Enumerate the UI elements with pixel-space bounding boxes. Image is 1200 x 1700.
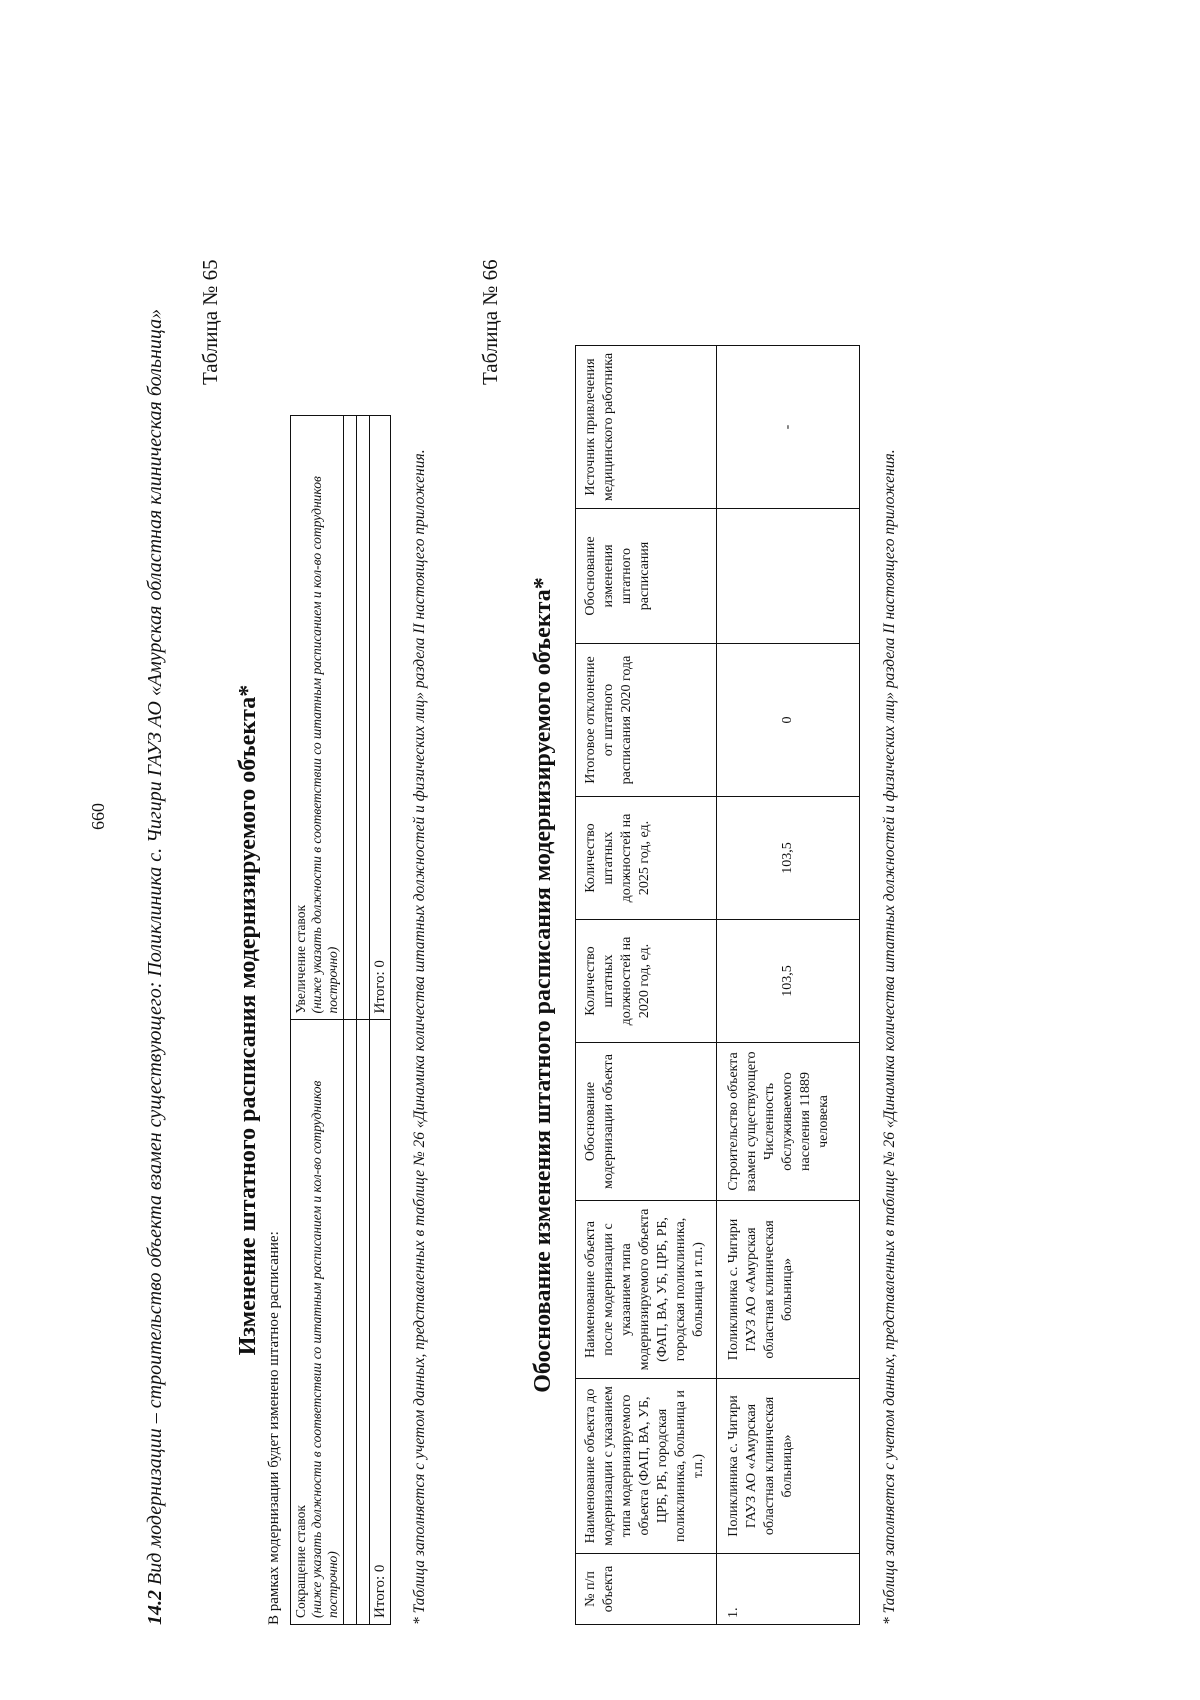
table65-left-header	[291, 1020, 344, 1625]
table66-header-row	[576, 346, 717, 1625]
header-change-reason: Обоснование изменения штатного расписания	[576, 509, 717, 644]
rotated-page	[88, 115, 1150, 1625]
table65-left-total: Итого: 0	[370, 1020, 391, 1625]
cell-after: Поликлиника с. Чигири ГАУЗ АО «Амурская областная клиническая больница»	[717, 1201, 860, 1379]
cell-justification: Строительство объекта взамен существующего Численность обслуживаемого населения 11889 человека	[717, 1043, 860, 1201]
table-row	[344, 416, 357, 1625]
table65-right-total: Итого: 0	[370, 416, 391, 1021]
section-heading	[142, 135, 169, 1625]
table66-title: Обоснование изменения штатного расписания модернизируемого объекта*	[530, 577, 556, 1393]
cell-staff-2025: 103,5	[717, 797, 860, 920]
section-number: 14.2	[144, 1590, 166, 1625]
table66	[575, 345, 860, 1625]
header-staff-2025: Количество штатных должностей на 2025 год, ед.	[576, 797, 717, 920]
right-header-label: Увеличение ставок	[293, 904, 308, 1014]
header-staff-2020: Количество штатных должностей на 2020 год, ед.	[576, 920, 717, 1043]
table65-title: Изменение штатного расписания модернизируемого объекта*	[235, 684, 261, 1356]
section-text: Вид модернизации – строительство объекта взамен существующего: Поликлиника с. Чигири ГАУЗ АО «Амурская областная клиническая больница»	[144, 308, 166, 1590]
table65	[290, 415, 391, 1625]
table-row	[717, 346, 860, 1625]
cell-deviation: 0	[717, 644, 860, 797]
header-before: Наименование объекта до модернизации с указанием типа модернизируемого объекта (ФАП, ВА, УБ, ЦРБ, РБ, городская поликлиника, больница и т.п.)	[576, 1379, 717, 1554]
cell-source: -	[717, 346, 860, 509]
table66-footnote: * Таблица заполняется с учетом данных, представленных в таблице № 26 «Динамика количества штатных должностей и физических лиц» раздела II настоящего приложения.	[881, 449, 898, 1625]
header-source: Источник привлечения медицинского работника	[576, 346, 717, 509]
cell-number: 1.	[717, 1554, 860, 1625]
left-header-label: Сокращение ставок	[293, 1505, 308, 1618]
table65-footnote: * Таблица заполняется с учетом данных, представленных в таблице № 26 «Динамика количества штатных должностей и физических лиц» раздела II настоящего приложения.	[411, 449, 428, 1625]
header-number: № п/п объекта	[576, 1554, 717, 1625]
table65-right-header	[291, 416, 344, 1021]
header-after: Наименование объекта после модернизации с указанием типа модернизируемого объекта (ФАП, ВА, УБ, ЦРБ, РБ, городская поликлиника, больница и т.п.)	[576, 1201, 717, 1379]
table-row	[370, 416, 391, 1625]
table65-number: Таблица № 65	[198, 259, 222, 385]
left-header-sub: (ниже указать должности в соответствии со штатным расписанием и кол-во сотрудников построчно)	[309, 1080, 340, 1618]
table-row	[357, 416, 370, 1625]
cell-before: Поликлиника с. Чигири ГАУЗ АО «Амурская областная клиническая больница»	[717, 1379, 860, 1554]
header-deviation: Итоговое отклонение от штатного расписания 2020 года	[576, 644, 717, 797]
right-header-sub: (ниже указать должности в соответствии со штатным расписанием и кол-во сотрудников построчно)	[309, 476, 340, 1014]
table-row	[291, 416, 344, 1625]
header-justification: Обоснование модернизации объекта	[576, 1043, 717, 1201]
page-number: 660	[88, 803, 108, 830]
table66-number: Таблица № 66	[478, 259, 502, 385]
cell-staff-2020: 103,5	[717, 920, 860, 1043]
table65-intro: В рамках модернизации будет изменено штатное расписание:	[266, 1231, 282, 1625]
cell-change-reason	[717, 509, 860, 644]
